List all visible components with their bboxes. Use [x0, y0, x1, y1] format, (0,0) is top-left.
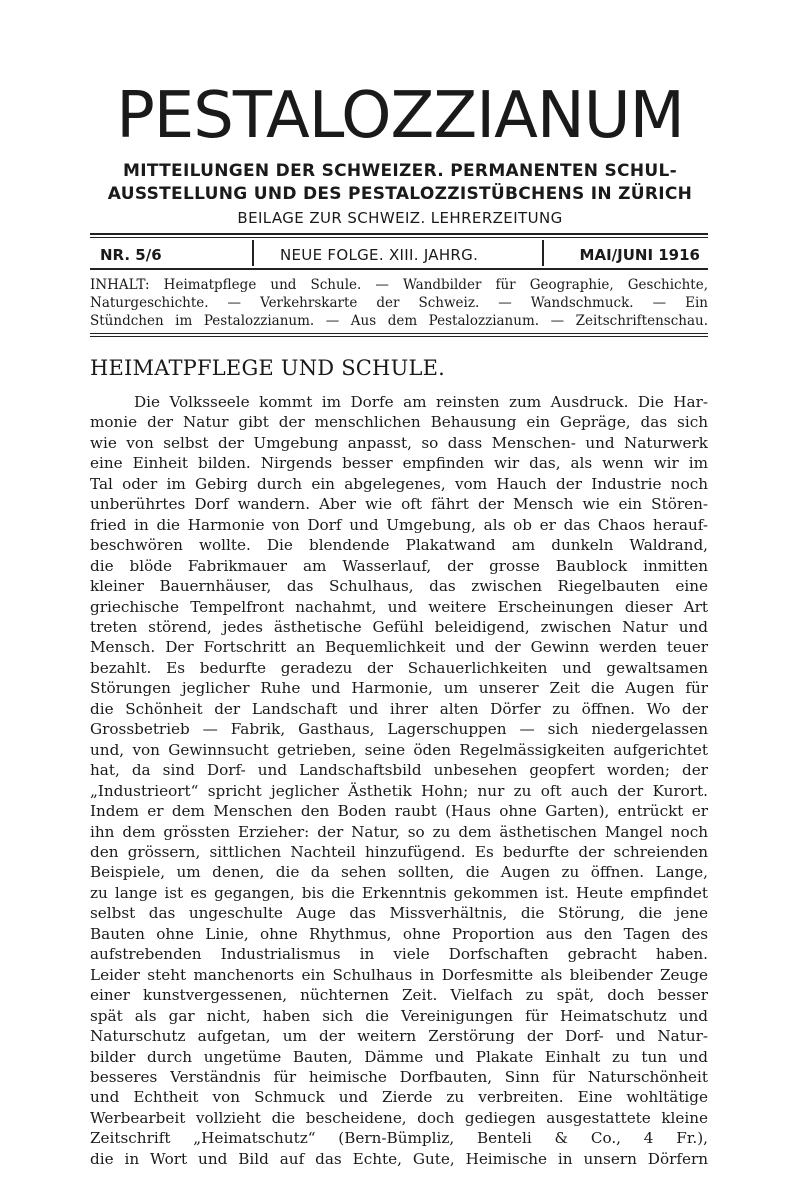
article-line: Tal oder im Gebirg durch ein abgelegenes, vom Hauch der Industrie noch: [90, 474, 708, 493]
article-line: wie von selbst der Umgebung anpasst, so dass Menschen- und Naturwerk: [90, 433, 708, 452]
article-body: [90, 392, 708, 1169]
article-line: bezahlt. Es bedurfte geradezu der Schauerlichkeiten und gewaltsamen: [90, 658, 708, 677]
article-line: Indem er dem Menschen den Boden raubt (Haus ohne Garten), entrückt er: [90, 802, 708, 821]
article-line: die Schönheit der Landschaft und ihrer alten Dörfer zu öffnen. Wo der: [90, 699, 708, 718]
article-line: aufstrebenden Industrialismus in viele Dorfschaften gebracht haben.: [90, 945, 708, 964]
contents-line: Naturgeschichte. — Verkehrskarte der Schweiz. — Wandschmuck. — Ein: [90, 295, 708, 311]
article-line: den grössern, sittlichen Nachteil hinzufügend. Es bedurfte der schreienden: [90, 842, 708, 861]
issue-date: MAI/JUNI 1916: [579, 246, 700, 264]
article-line: Naturschutz aufgetan, um der weitern Zerstörung der Dorf- und Natur-: [90, 1027, 708, 1046]
masthead-title: PESTALOZZIANUM: [116, 79, 684, 153]
article-line: „Industrieort“ spricht jeglicher Ästhetik Hohn; nur zu oft auch der Kurort.: [90, 781, 708, 800]
article-line: zu lange ist es gegangen, bis die Erkenntnis gekommen ist. Heute empfindet: [90, 883, 708, 902]
article-line: selbst das ungeschulte Auge das Missverhältnis, die Störung, die jene: [90, 904, 708, 923]
article-line: Zeitschrift „Heimatschutz“ (Bern-Bümpliz, Benteli & Co., 4 Fr.),: [90, 1129, 708, 1148]
article-line: monie der Natur gibt der menschlichen Behausung ein Gepräge, das sich: [90, 413, 708, 432]
article-line: ihn dem grössten Erzieher: der Natur, so zu dem ästhetischen Mangel noch: [90, 822, 708, 841]
article-line: Leider steht manchenorts ein Schulhaus in Dorfesmitte als bleibender Zeuge: [90, 965, 708, 984]
contents-line: Stündchen im Pestalozzianum. — Aus dem Pestalozzianum. — Zeitschriftenschau.: [90, 313, 708, 329]
article-line: bilder durch ungetüme Bauten, Dämme und Plakate Einhalt zu tun und: [90, 1047, 708, 1066]
article-line: treten störend, jedes ästhetische Gefühl beleidigend, zwischen Natur und: [90, 617, 708, 636]
article-heading: HEIMATPFLEGE UND SCHULE.: [90, 356, 446, 380]
contents-rule-double: [90, 336, 708, 337]
article-line: hat, da sind Dorf- und Landschaftsbild unbesehen geopfert worden; der: [90, 761, 708, 780]
article-line: besseres Verständnis für heimische Dorfbauten, Sinn für Naturschönheit: [90, 1067, 708, 1086]
article-line: Störungen jeglicher Ruhe und Harmonie, um unserer Zeit die Augen für: [90, 679, 708, 698]
issue-series: NEUE FOLGE. XIII. JAHRG.: [280, 246, 479, 264]
article-line: und Echtheit von Schmuck und Zierde zu verbreiten. Eine wohltätige: [90, 1088, 708, 1107]
article-line: die in Wort und Bild auf das Echte, Gute, Heimische in unsern Dörfern: [90, 1149, 708, 1168]
article-line: Grossbetrieb — Fabrik, Gasthaus, Lagerschuppen — sich niedergelassen: [90, 720, 708, 739]
article-line: griechische Tempelfront nachahmt, und weitere Erscheinungen dieser Art: [90, 597, 708, 616]
article-line: Beispiele, um denen, die da sehen sollten, die Augen zu öffnen. Lange,: [90, 863, 708, 882]
article-line: und, von Gewinnsucht getrieben, seine öden Regelmässigkeiten aufgerichtet: [90, 740, 708, 759]
article-line: Bauten ohne Linie, ohne Rhythmus, ohne Proportion aus den Tagen des: [90, 924, 708, 943]
article-line: die blöde Fabrikmauer am Wasserlauf, der grosse Baublock inmitten: [90, 556, 708, 575]
article-line: Werbearbeit vollzieht die bescheidene, doch gediegen ausgestattete kleine: [90, 1108, 708, 1127]
article-line: eine Einheit bilden. Nirgends besser empfinden wir das, als wenn wir im: [90, 454, 708, 473]
subtitle-line-1: MITTEILUNGEN DER SCHWEIZER. PERMANENTEN SCHUL-: [123, 161, 677, 181]
supplement-line: BEILAGE ZUR SCHWEIZ. LEHRERZEITUNG: [237, 209, 563, 227]
contents-line: INHALT: Heimatpflege und Schule. — Wandbilder für Geographie, Geschichte,: [90, 277, 708, 293]
article-line: kleiner Bauernhäuser, das Schulhaus, das zwischen Riegelbauten eine: [90, 577, 708, 596]
issue-number: NR. 5/6: [100, 246, 162, 264]
article-line: Mensch. Der Fortschritt an Bequemlichkeit und der Gewinn werden teuer: [90, 638, 708, 657]
article-line: Die Volksseele kommt im Dorfe am reinsten zum Ausdruck. Die Har-: [134, 393, 708, 411]
article-line: beschwören wollte. Die blendende Plakatwand am dunkeln Waldrand,: [90, 536, 708, 555]
table-of-contents: [90, 276, 708, 330]
header-rule-top: [90, 233, 708, 235]
issue-info-row: [90, 238, 708, 268]
article-line: unberührtes Dorf wandern. Aber wie oft fährt der Mensch wie ein Stören-: [90, 495, 708, 514]
article-line: einer kunstvergessenen, nüchternen Zeit. Vielfach zu spät, doch besser: [90, 986, 708, 1005]
article-line: spät als gar nicht, haben sich die Vereinigungen für Heimatschutz und: [90, 1006, 708, 1025]
divider-bar: [252, 240, 254, 266]
subtitle-line-2: AUSSTELLUNG UND DES PESTALOZZISTÜBCHENS IN ZÜRICH: [107, 184, 693, 204]
contents-rule: [90, 333, 708, 334]
info-rule-bottom: [90, 268, 708, 270]
article-line: fried in die Harmonie von Dorf und Umgebung, als ob er das Chaos herauf-: [90, 515, 708, 534]
divider-bar: [542, 240, 544, 266]
